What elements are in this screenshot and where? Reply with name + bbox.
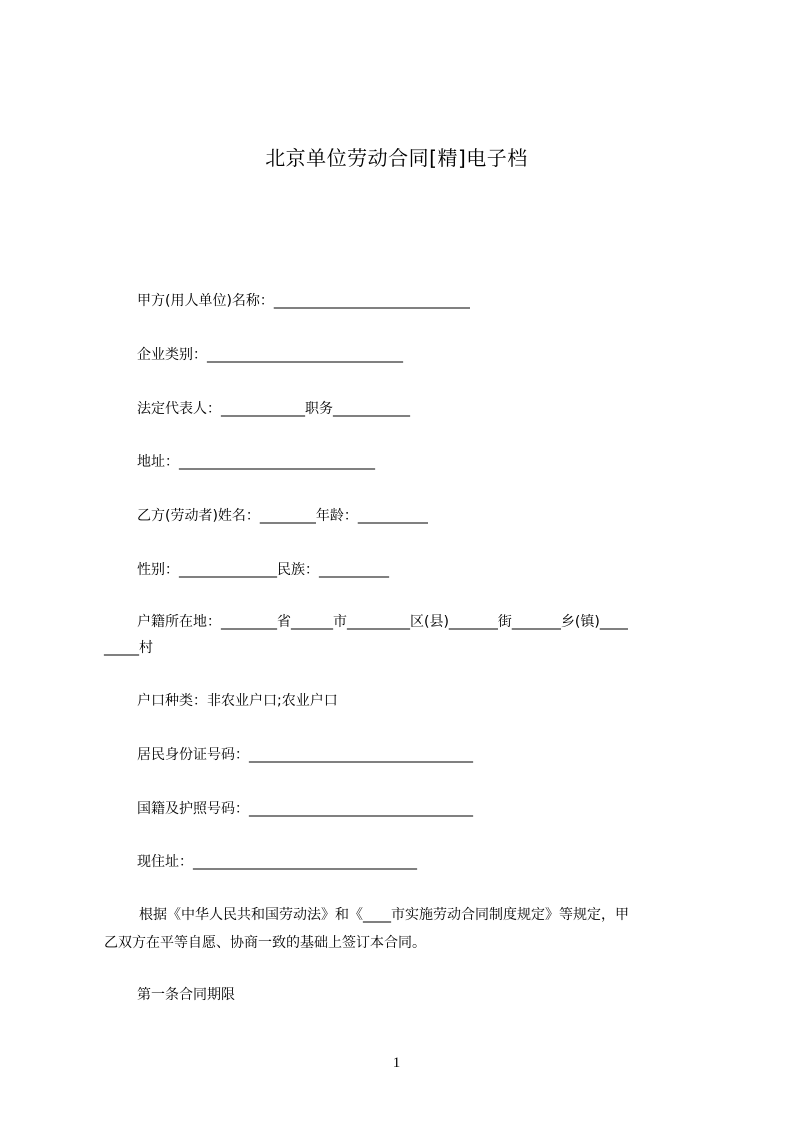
- employee-name-age-field: 乙方(劳动者)姓名：________年龄：__________: [137, 508, 428, 524]
- address-field: 地址：____________________________: [137, 454, 375, 470]
- document-title: 北京单位劳动合同[精]电子档: [265, 146, 528, 170]
- preamble-line-2: 乙双方在平等自愿、协商一致的基础上签订本合同。: [104, 935, 426, 951]
- hukou-type-field: 户口种类：非农业户口;农业户口: [137, 693, 338, 709]
- enterprise-type-field: 企业类别：____________________________: [137, 347, 403, 363]
- id-number-field: 居民身份证号码：________________________________: [137, 747, 473, 763]
- article-1-heading: 第一条合同期限: [137, 987, 235, 1003]
- current-address-field: 现住址：________________________________: [137, 854, 417, 870]
- household-registration-line1: 户籍所在地：________省______市_________区(县)_______街_______乡(镇)____: [137, 614, 628, 630]
- gender-ethnicity-field: 性别：______________民族：__________: [137, 562, 389, 578]
- preamble-line-1: 根据《中华人民共和国劳动法》和《____市实施劳动合同制度规定》等规定，甲: [139, 907, 629, 923]
- employer-name-field: 甲方(用人单位)名称：____________________________: [137, 293, 470, 309]
- preamble-paragraph: [104, 901, 704, 957]
- page-number: 1: [392, 1055, 401, 1071]
- nationality-passport-field: 国籍及护照号码：________________________________: [137, 801, 473, 817]
- household-registration-line2: _____村: [104, 640, 153, 656]
- legal-representative-field: 法定代表人：____________职务___________: [137, 401, 410, 417]
